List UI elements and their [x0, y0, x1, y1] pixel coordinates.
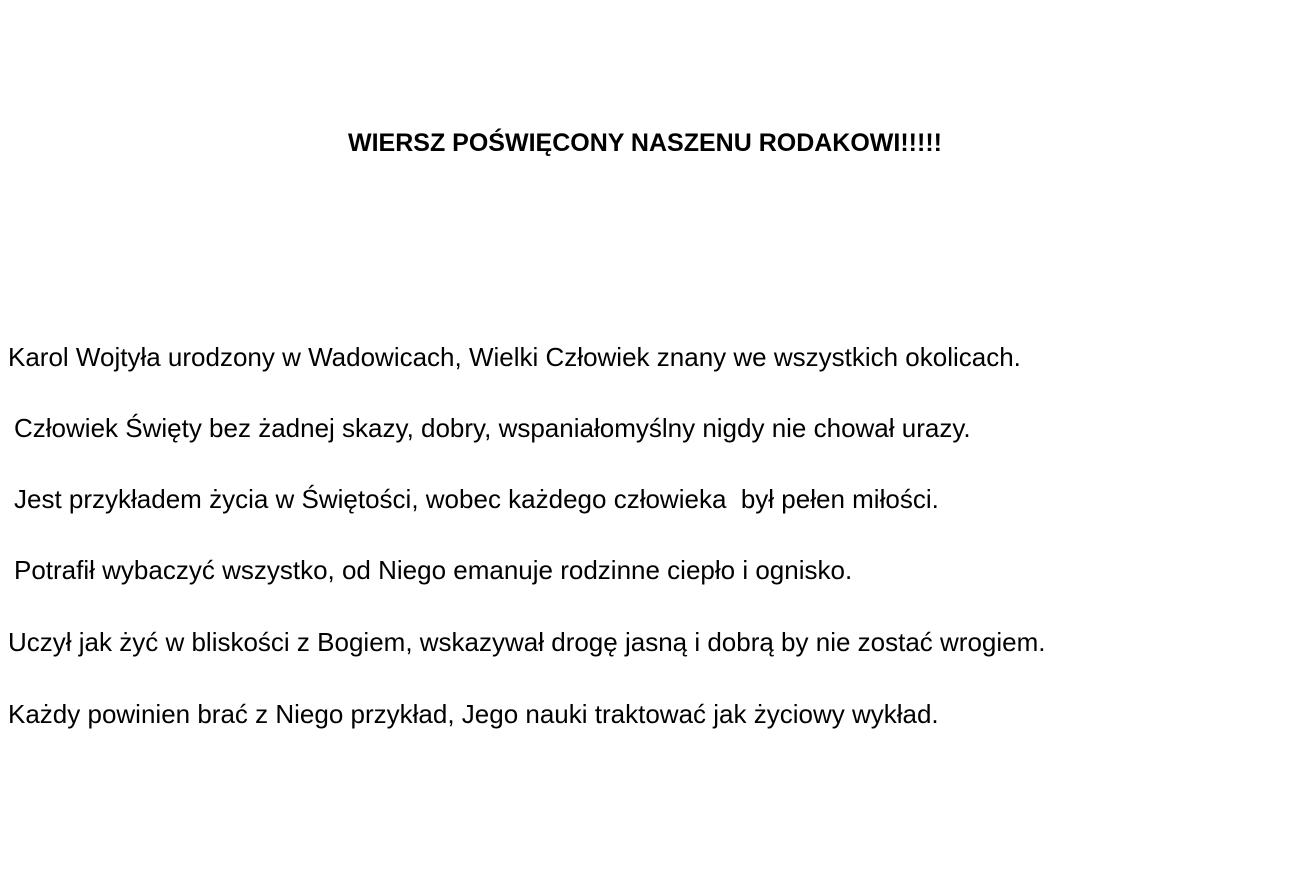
poem-line-1: Karol Wojtyła urodzony w Wadowicach, Wielki Człowiek znany we wszystkich okolicach. — [8, 342, 1021, 372]
poem-line-3: Jest przykładem życia w Świętości, wobec każdego człowieka był pełen miłości. — [14, 484, 939, 514]
poem-line-2: Człowiek Święty bez żadnej skazy, dobry, wspaniałomyślny nigdy nie chował urazy. — [14, 413, 971, 443]
poem-line-5: Uczył jak żyć w bliskości z Bogiem, wskazywał drogę jasną i dobrą by nie zostać wrogiem. — [8, 627, 1046, 657]
poem-title: WIERSZ POŚWIĘCONY NASZENU RODAKOWI!!!!! — [348, 129, 942, 157]
poem-line-4: Potrafił wybaczyć wszystko, od Niego emanuje rodzinne ciepło i ognisko. — [14, 555, 853, 585]
poem-line-6: Każdy powinien brać z Niego przykład, Jego nauki traktować jak życiowy wykład. — [8, 699, 939, 729]
